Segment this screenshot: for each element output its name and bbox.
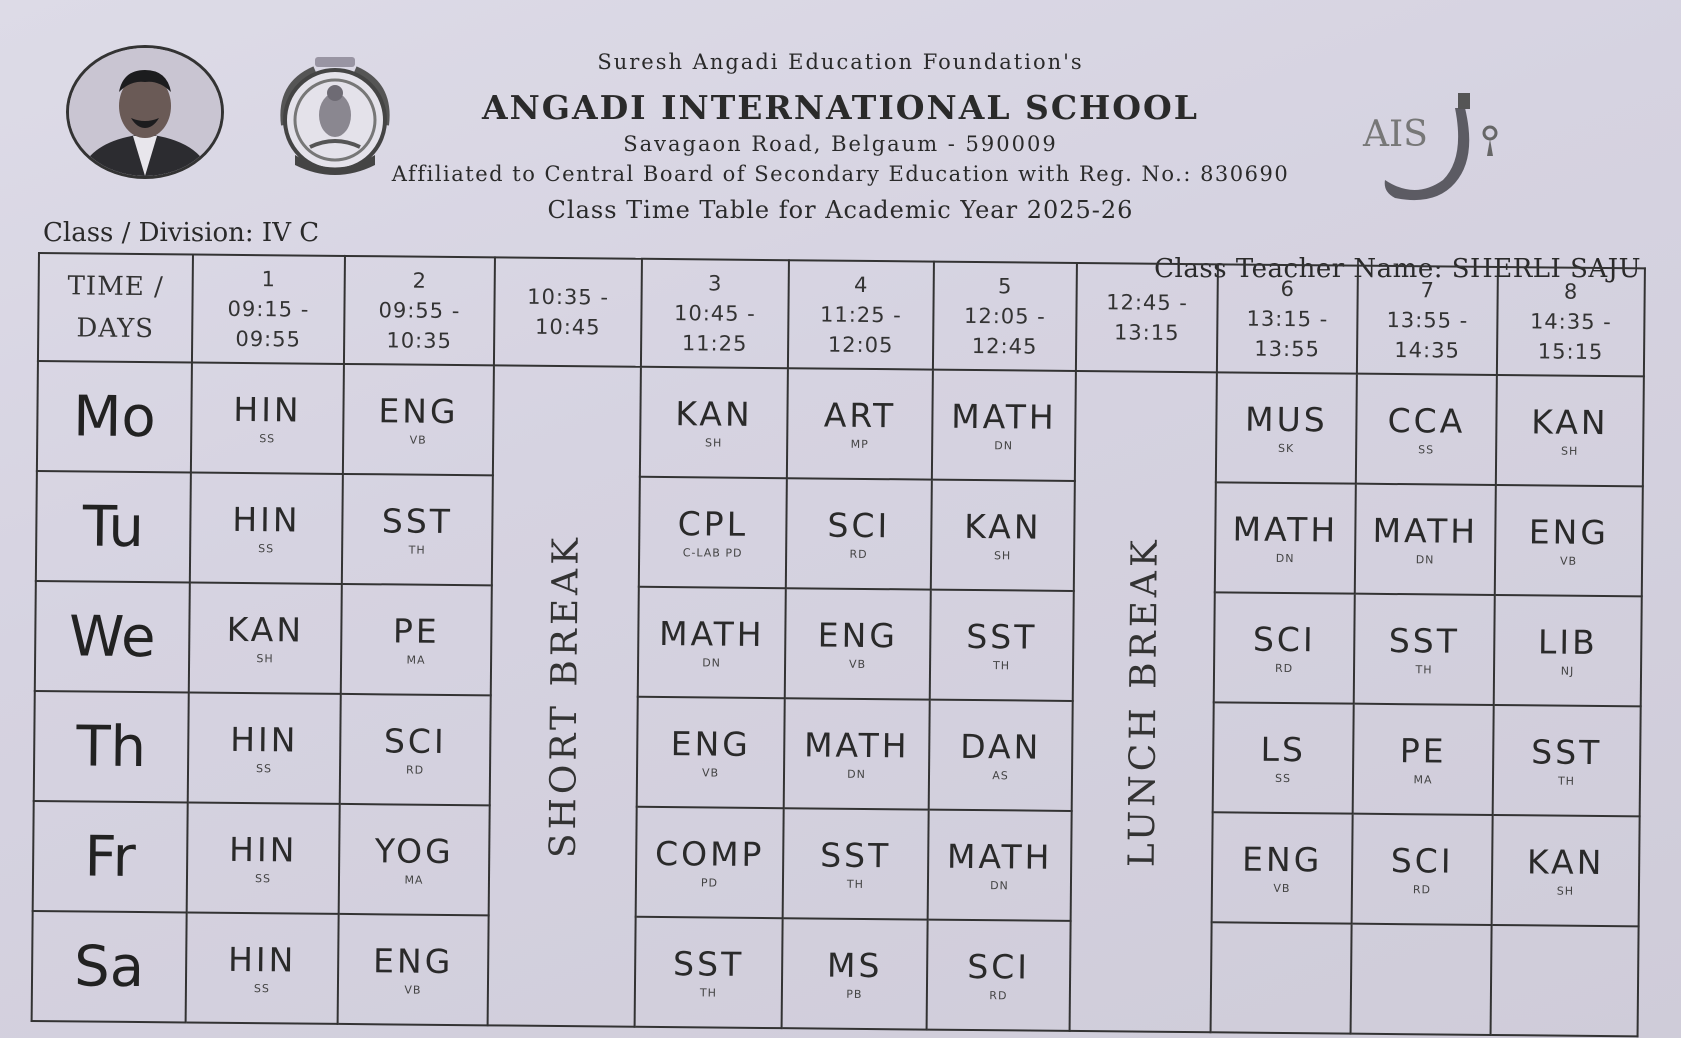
timetable-cell	[342, 474, 493, 585]
short-break-column	[488, 365, 641, 1026]
period-start: 14:35 -	[1529, 309, 1612, 335]
teacher-code: AS	[992, 769, 1009, 783]
subject: CCA	[1387, 400, 1466, 441]
subject: SCI	[827, 505, 891, 546]
timetable-cell-empty	[1491, 925, 1639, 1036]
founder-portrait	[66, 45, 224, 179]
school-name: ANGADI INTERNATIONAL SCHOOL	[482, 88, 1199, 127]
period-start: 13:15 -	[1246, 306, 1329, 332]
subject: DAN	[960, 726, 1042, 767]
teacher-code: DN	[1415, 553, 1435, 567]
subject: SST	[672, 944, 745, 984]
timetable-cell	[1496, 375, 1644, 486]
period-end: 14:35	[1394, 338, 1460, 363]
teacher-code: MP	[850, 437, 869, 451]
school-address: Savagaon Road, Belgaum - 590009	[623, 132, 1058, 156]
period-number: 3	[707, 271, 723, 296]
timetable-cell	[786, 478, 932, 589]
timetable-cell	[1356, 374, 1497, 485]
timetable-cell	[927, 920, 1071, 1031]
period-end: 10:45	[534, 314, 601, 340]
period-header	[1357, 266, 1498, 375]
timetable-cell	[338, 914, 489, 1025]
header-row	[38, 253, 1645, 376]
teacher-code: C-LAB PD	[682, 546, 743, 560]
timetable-cell	[783, 808, 929, 919]
lunch-break-column	[1070, 371, 1217, 1032]
subject: HIN	[228, 829, 298, 870]
subject: ENG	[1241, 839, 1323, 880]
timetable-cell	[636, 807, 784, 918]
teacher-code: DN	[990, 879, 1009, 893]
subject: KAN	[964, 506, 1042, 547]
period-start: 13:55 -	[1386, 307, 1469, 333]
timetable-cell	[341, 584, 492, 695]
teacher-code: TH	[1557, 774, 1576, 788]
teacher-code: DN	[994, 439, 1014, 453]
teacher-code: RD	[1274, 661, 1294, 676]
day-row	[32, 911, 1639, 1036]
subject: SST	[966, 616, 1038, 657]
teacher-code: SH	[1556, 884, 1575, 898]
subject: ENG	[817, 615, 899, 656]
timetable-cell	[188, 692, 341, 803]
short-break-label: SHORT BREAK	[542, 533, 587, 859]
timetable-cell	[1495, 485, 1643, 596]
subject: SST	[1531, 732, 1603, 773]
day-row	[34, 691, 1641, 816]
period-start: 12:45 -	[1106, 290, 1189, 316]
timetable-cell	[1215, 482, 1356, 593]
teacher-code: TH	[993, 659, 1011, 673]
subject: MATH	[951, 396, 1057, 437]
period-number: 6	[1280, 276, 1296, 302]
timetable-cell	[1493, 705, 1641, 816]
period-start: 11:25 -	[819, 302, 902, 328]
foundation-name: Suresh Angadi Education Foundation's	[597, 50, 1084, 74]
period-end: 15:15	[1537, 339, 1604, 365]
period-end: 12:05	[827, 332, 894, 358]
subject: HIN	[230, 719, 299, 760]
day-row	[36, 471, 1643, 596]
timetable-cell	[191, 362, 344, 473]
period-header	[788, 260, 934, 369]
timetable-cell-empty	[1211, 922, 1352, 1033]
timetable-cell	[1354, 594, 1495, 705]
subject: PE	[392, 611, 440, 651]
teacher-code: DN	[1275, 551, 1295, 566]
teacher-code: SS	[258, 542, 275, 556]
subject: YOG	[374, 831, 454, 872]
teacher-code: MA	[404, 873, 424, 887]
day-label: Tu	[36, 471, 191, 582]
subject: KAN	[675, 394, 753, 434]
timetable-cell	[189, 582, 342, 693]
subject: SST	[381, 501, 454, 541]
period-number: 7	[1420, 278, 1435, 303]
timetable-cell	[1214, 592, 1355, 703]
period-end: 12:45	[971, 333, 1038, 359]
timetable-cell	[1212, 812, 1353, 923]
period-header	[344, 256, 495, 365]
timetable-cell	[639, 477, 787, 588]
subject: SCI	[383, 721, 447, 761]
subject: LS	[1260, 729, 1307, 770]
subject: LIB	[1537, 622, 1598, 662]
affiliation-line: Affiliated to Central Board of Secondary Education with Reg. No.: 830690	[391, 162, 1290, 186]
day-row	[35, 581, 1642, 706]
timetable-cell	[637, 697, 785, 808]
timetable-cell	[930, 590, 1074, 701]
teacher-code: VB	[409, 433, 427, 447]
teacher-code: VB	[1559, 554, 1578, 568]
teacher-code: RD	[1412, 883, 1432, 897]
subject: ENG	[1528, 512, 1610, 553]
timetable-cell	[638, 587, 786, 698]
teacher-code: SS	[1274, 771, 1292, 786]
timetable-cell	[1492, 815, 1640, 926]
teacher-code: MA	[406, 653, 426, 667]
subject: SST	[1388, 620, 1461, 661]
period-end: 13:55	[1254, 336, 1321, 362]
subject: CPL	[677, 504, 749, 544]
timetable-cell	[187, 802, 340, 913]
timetable	[31, 252, 1646, 1037]
period-number: 1	[261, 267, 277, 292]
subject: ENG	[378, 391, 459, 432]
period-start: 10:45 -	[673, 301, 756, 326]
teacher-code: VB	[1273, 881, 1291, 896]
timetable-title: Class Time Table for Academic Year 2025-26	[547, 196, 1134, 224]
timetable-cell	[787, 368, 933, 479]
corner-time-label: TIME /	[67, 271, 164, 303]
day-row	[33, 801, 1640, 926]
teacher-code: SH	[256, 652, 274, 666]
day-label: Fr	[33, 801, 188, 912]
timetable-cell	[785, 588, 931, 699]
timetable-cell	[784, 698, 930, 809]
subject: HIN	[227, 939, 297, 980]
period-header	[1217, 264, 1358, 373]
period-end: 09:55	[235, 326, 302, 352]
teacher-code: SS	[254, 872, 272, 886]
lunch-break-time-header	[1076, 263, 1218, 372]
subject: MATH	[803, 725, 910, 766]
teacher-code: VB	[701, 766, 720, 780]
timetable-cell	[1352, 814, 1493, 925]
teacher-code: SK	[1278, 441, 1295, 456]
subject: ART	[823, 395, 897, 436]
period-number: 5	[997, 274, 1013, 299]
subject: MS	[826, 945, 883, 986]
period-header	[933, 262, 1077, 371]
teacher-code: TH	[846, 877, 865, 891]
teacher-code: DN	[847, 767, 866, 781]
day-label: Mo	[37, 361, 192, 472]
subject: PE	[1399, 731, 1447, 771]
timetable-cell	[635, 917, 783, 1028]
teacher-code: DN	[702, 656, 721, 670]
day-label: Sa	[32, 911, 187, 1022]
lunch-break-label: LUNCH BREAK	[1121, 535, 1166, 868]
teacher-code: SH	[993, 549, 1012, 563]
subject: ENG	[670, 724, 752, 764]
teacher-code: PB	[846, 987, 863, 1001]
period-start: 10:35 -	[527, 284, 610, 310]
subject: SCI	[967, 946, 1031, 987]
timetable-cell-empty	[1351, 924, 1492, 1035]
class-division: Class / Division: IV C	[43, 218, 320, 248]
teacher-code: SH	[704, 436, 723, 450]
timetable-cell	[640, 367, 788, 478]
timetable-cell	[1216, 372, 1357, 483]
day-label: We	[35, 581, 190, 692]
teacher-code: RD	[849, 547, 868, 561]
period-start: 09:55 -	[378, 298, 461, 324]
teacher-code: SS	[259, 432, 276, 446]
period-number: 4	[853, 272, 869, 297]
class-teacher-name: Class Teacher Name: SHERLI SAJU	[1154, 254, 1641, 284]
period-end: 10:35	[386, 328, 453, 353]
teacher-code: SH	[1560, 444, 1579, 458]
teacher-code: MA	[1413, 773, 1433, 787]
timetable-cell	[1353, 704, 1494, 815]
ais-logo-text: AIS	[1363, 114, 1428, 155]
teacher-code: VB	[848, 657, 867, 671]
teacher-code: SS	[253, 982, 270, 996]
period-number: 2	[412, 268, 428, 293]
period-start: 12:05 -	[963, 303, 1046, 329]
timetable-cell	[1494, 595, 1642, 706]
timetable-cell	[929, 700, 1073, 811]
subject: ENG	[372, 941, 454, 982]
teacher-code: NJ	[1560, 664, 1575, 678]
timetable-cell	[931, 480, 1075, 591]
short-break-time-header	[494, 257, 642, 366]
subject: HIN	[233, 389, 302, 430]
subject: MATH	[946, 836, 1053, 877]
teacher-code: TH	[408, 543, 426, 557]
teacher-code: SS	[256, 762, 273, 776]
teacher-code: TH	[1415, 663, 1433, 677]
period-header	[641, 259, 789, 368]
subject: MATH	[658, 613, 765, 654]
subject: MUS	[1244, 399, 1328, 440]
period-header	[1497, 267, 1645, 376]
timetable-cell	[1355, 484, 1496, 595]
period-number: 8	[1563, 279, 1579, 304]
subject: SCI	[1252, 619, 1316, 660]
day-label: Th	[34, 691, 189, 802]
timetable-cell	[932, 370, 1076, 481]
subject: KAN	[1531, 402, 1609, 443]
period-header	[192, 254, 345, 363]
subject: HIN	[232, 499, 301, 540]
teacher-code: PD	[700, 876, 719, 890]
teacher-code: SS	[1418, 443, 1435, 457]
teacher-code: TH	[699, 986, 717, 1000]
corner-days-label: DAYS	[76, 313, 155, 345]
subject: COMP	[654, 833, 765, 875]
subject: SCI	[1390, 841, 1454, 881]
subject: KAN	[226, 609, 305, 650]
subject: MATH	[1232, 509, 1339, 550]
subject: MATH	[1372, 510, 1479, 551]
saraswati-emblem-icon	[265, 55, 405, 185]
time-days-corner	[38, 253, 193, 362]
timetable-cell	[343, 364, 494, 475]
timetable-cell	[782, 918, 928, 1029]
timetable-cell	[339, 804, 490, 915]
timetable-cell	[1213, 702, 1354, 813]
period-start: 09:15 -	[227, 296, 310, 322]
day-row	[37, 361, 1644, 486]
period-end: 13:15	[1113, 320, 1180, 345]
timetable-cell	[928, 810, 1072, 921]
teacher-code: VB	[404, 983, 422, 997]
ais-logo	[1355, 88, 1515, 228]
timetable-cell	[186, 912, 339, 1023]
timetable-cell	[340, 694, 491, 805]
timetable-cell	[190, 472, 343, 583]
subject: KAN	[1526, 842, 1605, 883]
teacher-code: RD	[989, 989, 1008, 1003]
period-end: 11:25	[681, 331, 748, 356]
subject: SST	[820, 835, 892, 876]
teacher-code: RD	[405, 763, 425, 777]
